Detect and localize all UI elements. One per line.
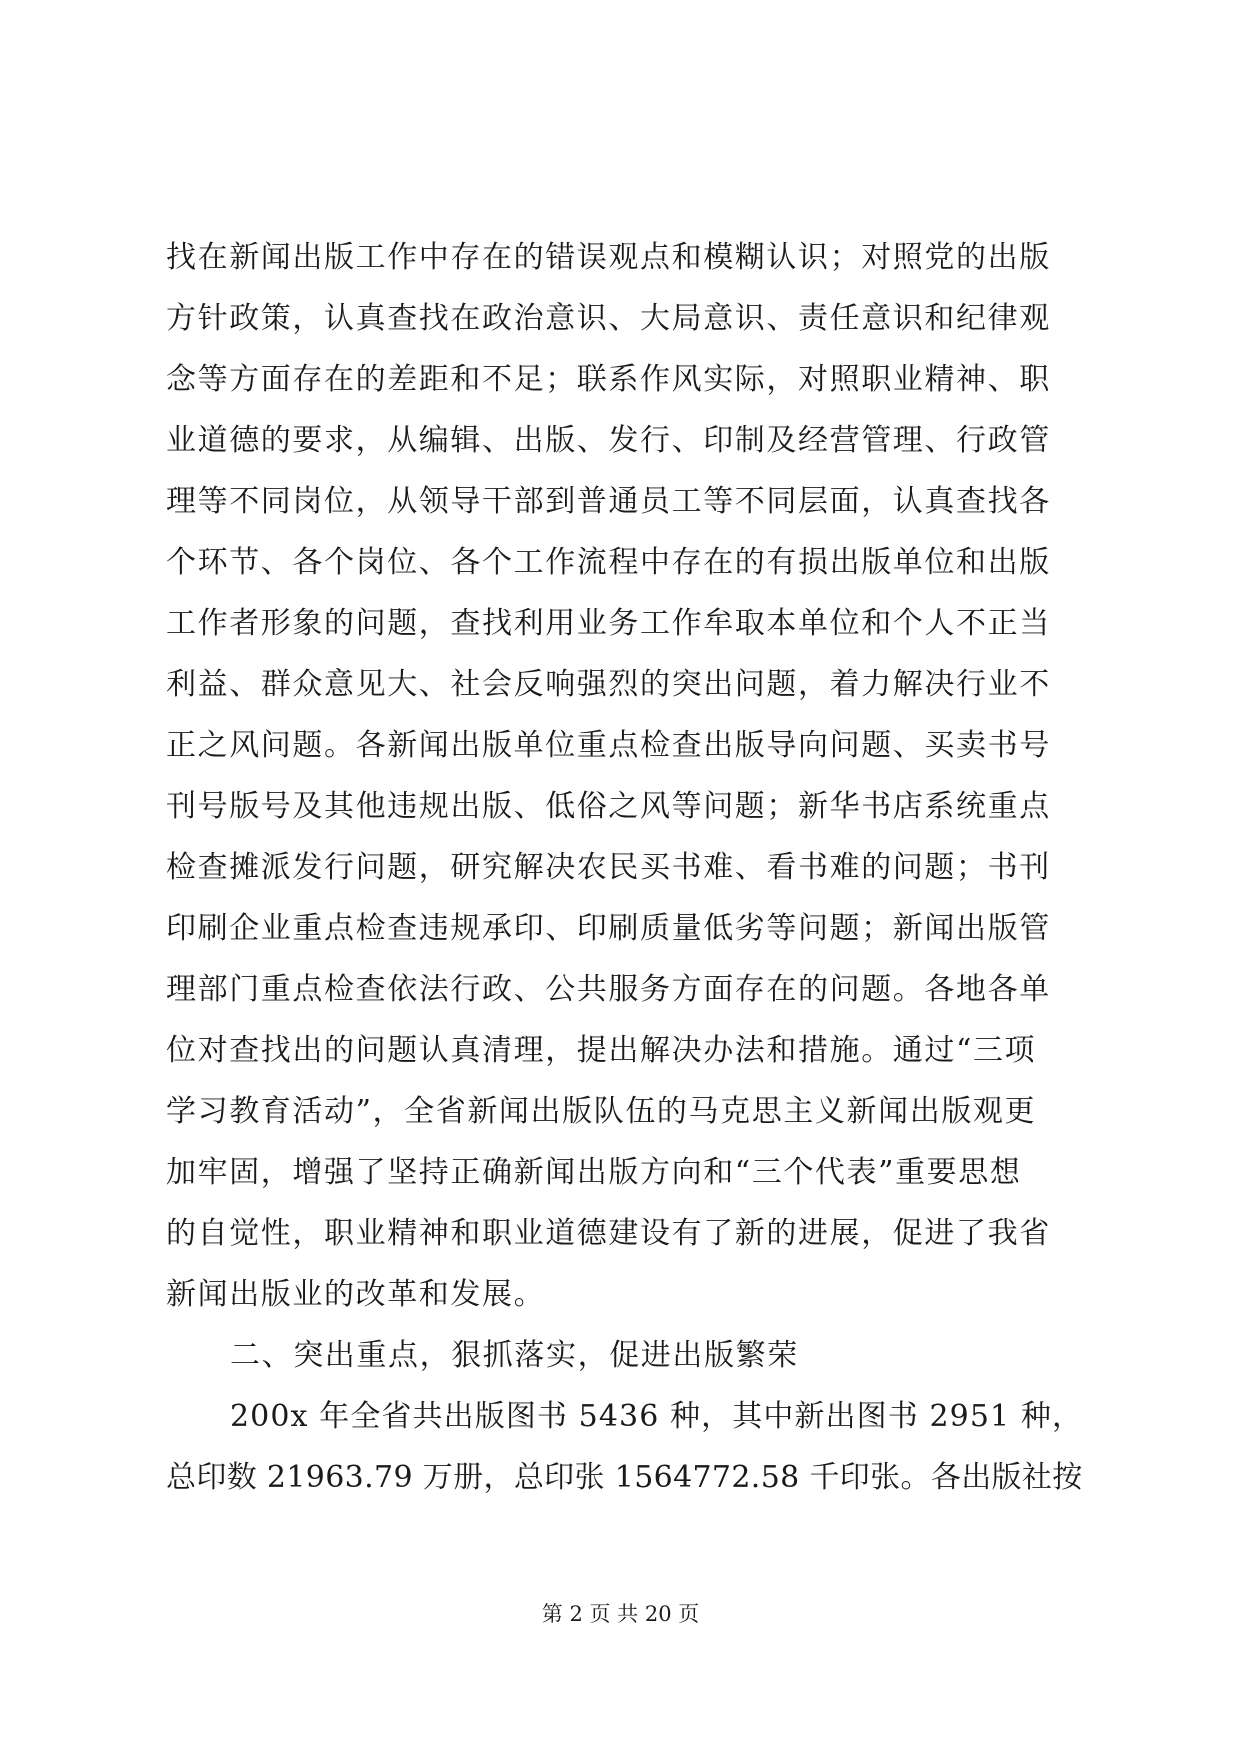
body-line: 的自觉性，职业精神和职业道德建设有了新的进展，促进了我省 — [166, 1216, 1051, 1251]
body-line: 工作者形象的问题，查找利用业务工作牟取本单位和个人不正当 — [166, 606, 1051, 641]
body-line: 刊号版号及其他违规出版、低俗之风等问题；新华书店系统重点 — [166, 789, 1051, 824]
section-heading: 二、突出重点，狠抓落实，促进出版繁荣 — [230, 1338, 799, 1373]
body-line: 位对查找出的问题认真清理，提出解决办法和措施。通过“三项 — [166, 1033, 1037, 1068]
body-line: 正之风问题。各新闻出版单位重点检查出版导向问题、买卖书号 — [166, 728, 1051, 763]
body-line: 加牢固，增强了坚持正确新闻出版方向和“三个代表”重要思想 — [166, 1155, 1022, 1190]
body-line: 200x 年全省共出版图书 5436 种，其中新出图书 2951 种， — [230, 1399, 1084, 1434]
page-number-footer: 第 2 页 共 20 页 — [541, 1602, 700, 1626]
body-line: 总印数 21963.79 万册，总印张 1564772.58 千印张。各出版社按 — [166, 1460, 1083, 1495]
body-line: 检查摊派发行问题，研究解决农民买书难、看书难的问题；书刊 — [166, 850, 1051, 885]
body-line: 新闻出版业的改革和发展。 — [166, 1277, 546, 1312]
body-line: 印刷企业重点检查违规承印、印刷质量低劣等问题；新闻出版管 — [166, 911, 1051, 946]
body-line: 个环节、各个岗位、各个工作流程中存在的有损出版单位和出版 — [166, 545, 1051, 580]
body-line: 学习教育活动”，全省新闻出版队伍的马克思主义新闻出版观更 — [166, 1094, 1037, 1129]
body-line: 理部门重点检查依法行政、公共服务方面存在的问题。各地各单 — [166, 972, 1051, 1007]
body-line: 念等方面存在的差距和不足；联系作风实际，对照职业精神、职 — [166, 362, 1051, 397]
body-line: 利益、群众意见大、社会反响强烈的突出问题，着力解决行业不 — [166, 667, 1051, 702]
body-line: 方针政策，认真查找在政治意识、大局意识、责任意识和纪律观 — [166, 301, 1051, 336]
body-line: 业道德的要求，从编辑、出版、发行、印制及经营管理、行政管 — [166, 423, 1051, 458]
body-line: 理等不同岗位，从领导干部到普通员工等不同层面，认真查找各 — [166, 484, 1051, 519]
document-body — [166, 227, 1086, 1508]
body-line: 找在新闻出版工作中存在的错误观点和模糊认识；对照党的出版 — [166, 240, 1051, 275]
